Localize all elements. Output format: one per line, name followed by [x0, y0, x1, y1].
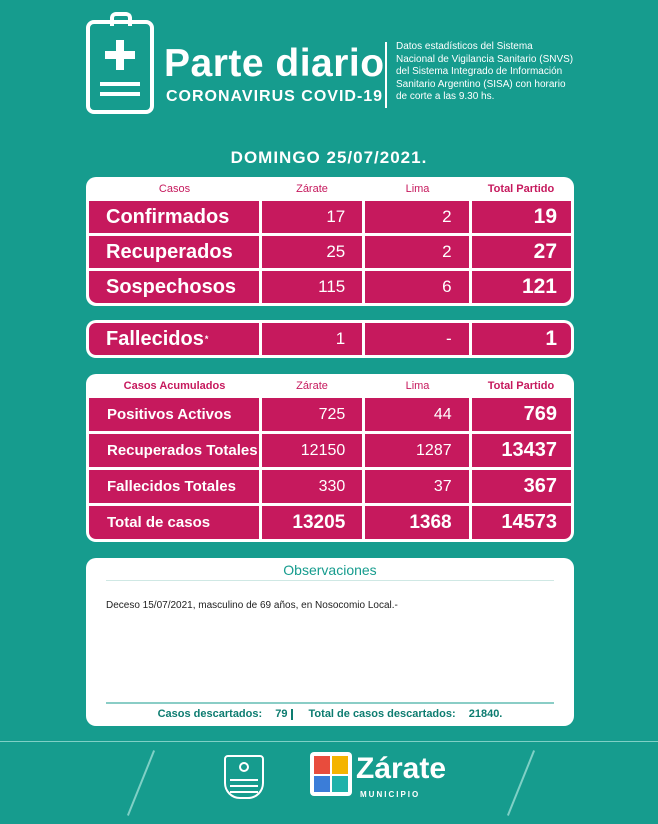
- total-discarded-value: 21840.: [468, 708, 503, 720]
- municipal-emblem-icon: [224, 755, 264, 799]
- row-lima: 1287: [365, 434, 468, 467]
- header-zarate: Zárate: [296, 183, 328, 195]
- header-casos: Casos: [158, 183, 191, 195]
- row-total: 19: [472, 201, 571, 233]
- header-divider: [385, 42, 387, 108]
- row-zarate: 13205: [262, 506, 362, 539]
- deaths-table: [86, 320, 574, 358]
- report-date: DOMINGO 25/07/2021.: [230, 148, 428, 167]
- report-subtitle: CORONAVIRUS COVID-19: [166, 88, 384, 105]
- brand-subtitle: MUNICIPIO: [360, 790, 421, 799]
- table-row: [89, 236, 571, 268]
- table-row: [89, 271, 571, 303]
- observations-panel: [86, 558, 574, 726]
- row-lima: -: [365, 323, 468, 355]
- row-label: Fallecidos Totales: [89, 470, 259, 503]
- table-row: [89, 434, 571, 467]
- header-lima: Lima: [405, 183, 430, 195]
- row-total: 14573: [472, 506, 571, 539]
- row-label: Recuperados: [89, 236, 259, 268]
- row-total: 13437: [472, 434, 571, 467]
- row-label: Total de casos: [89, 506, 259, 539]
- discarded-summary: [86, 708, 574, 720]
- row-label: Positivos Activos: [89, 398, 259, 431]
- deaths-label: Fallecidos: [106, 327, 204, 350]
- row-zarate: 330: [262, 470, 362, 503]
- observations-divider: [106, 580, 554, 581]
- accumulated-cases-table: [86, 374, 574, 542]
- report-title: Parte diario: [164, 42, 385, 85]
- footer-divider: [0, 741, 658, 742]
- row-zarate: 115: [262, 271, 362, 303]
- row-total: 367: [472, 470, 571, 503]
- row-total: 1: [472, 323, 571, 355]
- zarate-logo-icon: [310, 752, 352, 796]
- row-lima: 2: [365, 201, 468, 233]
- row-lima: 44: [365, 398, 468, 431]
- row-label: Recuperados Totales: [89, 434, 259, 467]
- table-row: [89, 506, 571, 539]
- row-lima: 2: [365, 236, 468, 268]
- table-header: [89, 377, 571, 395]
- observations-title: Observaciones: [283, 562, 377, 578]
- footnote-mark: *: [204, 334, 209, 344]
- clipboard-medical-icon: [86, 20, 154, 114]
- observations-text: Deceso 15/07/2021, masculino de 69 años, en Nosocomio Local.-: [106, 600, 398, 611]
- row-total: 769: [472, 398, 571, 431]
- row-total: 27: [472, 236, 571, 268]
- row-label: [89, 323, 259, 355]
- row-zarate: 25: [262, 236, 362, 268]
- header-zarate: Zárate: [296, 380, 328, 392]
- row-total: 121: [472, 271, 571, 303]
- data-source-note: Datos estadísticos del Sistema Nacional de Vigilancia Sanitario (SNVS) del Sistema Integrado de Información Sanitario Argentino (SISA) con horario de corte a las 9.30 hs.: [396, 41, 574, 102]
- header-casos-acumulados: Casos Acumulados: [123, 380, 226, 392]
- decor-slash: [507, 750, 535, 816]
- row-label: Sospechosos: [89, 271, 259, 303]
- table-row: [89, 323, 571, 355]
- row-lima: 1368: [365, 506, 468, 539]
- decor-slash: [127, 750, 155, 816]
- table-row: [89, 470, 571, 503]
- row-zarate: 12150: [262, 434, 362, 467]
- total-discarded-label: Total de casos descartados:: [308, 708, 456, 720]
- daily-cases-table: [86, 177, 574, 306]
- discarded-label: Casos descartados:: [157, 708, 263, 720]
- header-lima: Lima: [405, 380, 430, 392]
- observations-footer-line: [106, 702, 554, 704]
- table-row: [89, 201, 571, 233]
- separator-bar: [291, 709, 293, 720]
- row-lima: 6: [365, 271, 468, 303]
- table-row: [89, 398, 571, 431]
- row-zarate: 1: [262, 323, 362, 355]
- discarded-value: 79: [275, 708, 288, 720]
- header-total: Total Partido: [487, 380, 555, 392]
- header-total: Total Partido: [487, 183, 555, 195]
- table-header: [89, 180, 571, 198]
- row-label: Confirmados: [89, 201, 259, 233]
- row-zarate: 725: [262, 398, 362, 431]
- row-lima: 37: [365, 470, 468, 503]
- brand-name: Zárate: [356, 752, 447, 785]
- row-zarate: 17: [262, 201, 362, 233]
